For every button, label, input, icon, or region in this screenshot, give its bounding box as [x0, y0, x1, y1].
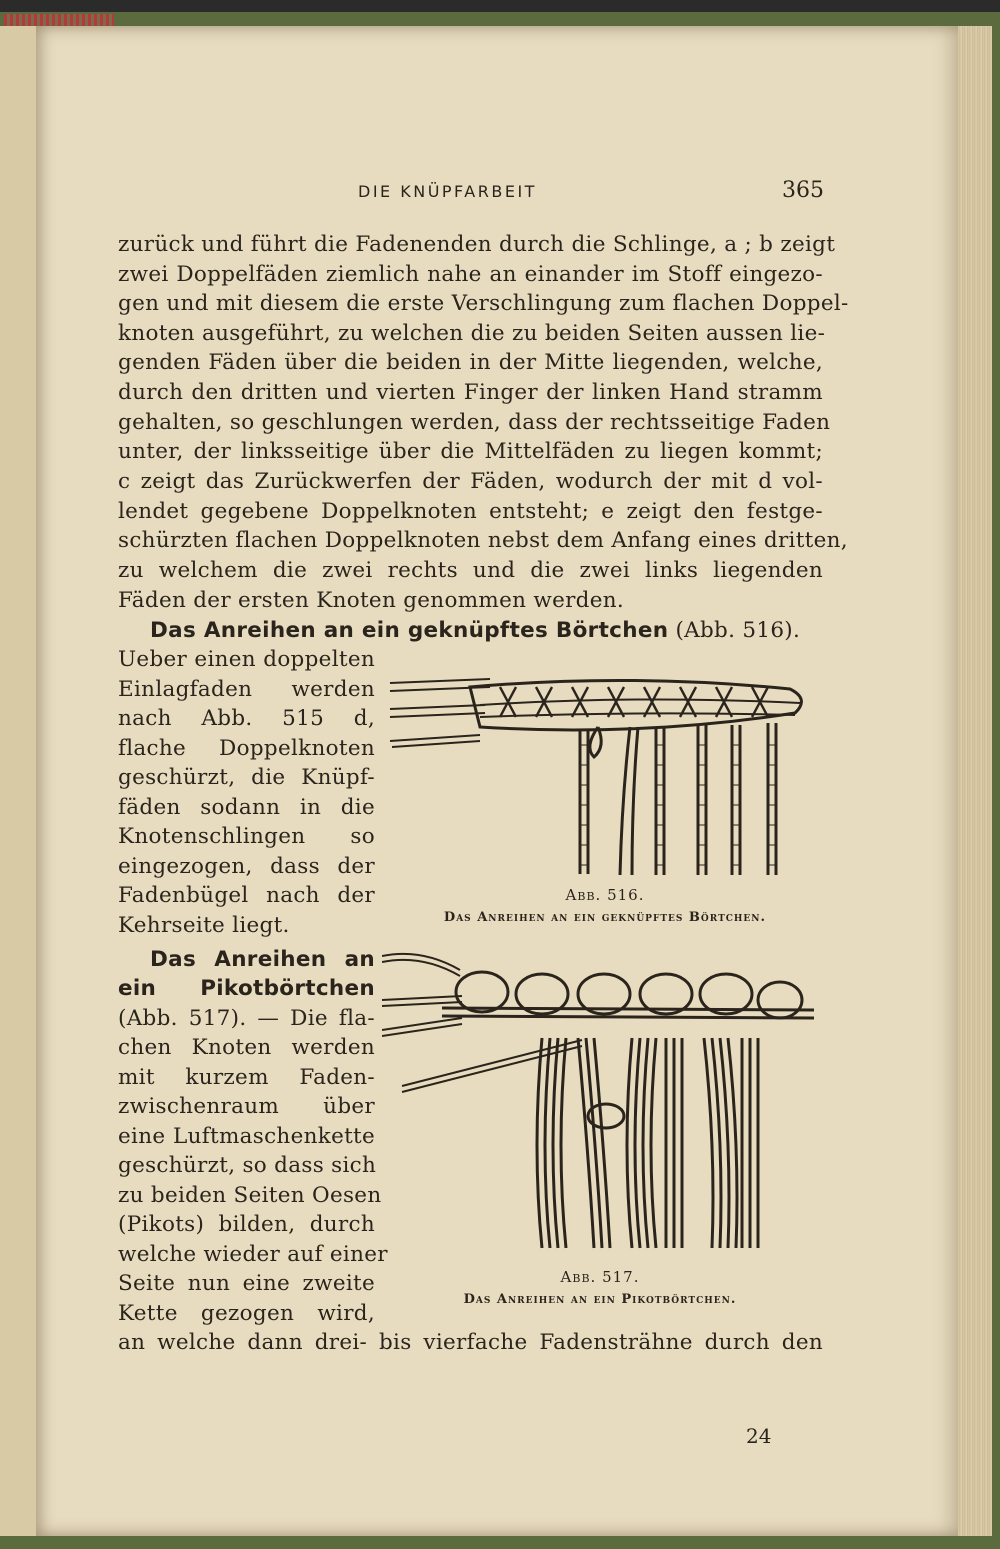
section-heading-2: Das Anreihen an	[150, 947, 375, 972]
text-line: fäden sodann in die	[118, 795, 375, 820]
signature-mark: 24	[746, 1424, 772, 1448]
text-line: c zeigt das Zurückwerfen der Fäden, wodurch der mit d vol-	[118, 469, 823, 494]
text-line: zwei Doppelfäden ziemlich nahe an einander im Stoff eingezo-	[118, 262, 823, 287]
text-line: genden Fäden über die beiden in der Mitte liegenden, welche,	[118, 350, 823, 375]
text-line: geschürzt, so dass sich	[118, 1153, 377, 1178]
text-line: eingezogen, dass der	[118, 854, 375, 879]
text-line: (Pikots) bilden, durch	[118, 1212, 375, 1237]
text-line: Einlagfaden werden	[118, 677, 375, 702]
left-page-edge	[0, 26, 40, 1536]
text-line: unter, der linksseitige über die Mittelfäden zu liegen kommt;	[118, 439, 823, 464]
text-line: zu beiden Seiten Oesen	[118, 1183, 382, 1208]
spine-marks	[4, 14, 114, 26]
text-line: knoten ausgeführt, zu welchen die zu beiden Seiten aussen lie-	[118, 321, 826, 346]
figure-517-illustration	[382, 948, 822, 1258]
text-line: Seite nun eine zweite	[118, 1271, 375, 1296]
page-stack-edge	[958, 26, 992, 1536]
text-line: mit kurzem Faden-	[118, 1065, 375, 1090]
text-line: Ueber einen doppelten	[118, 647, 375, 672]
figure-516-caption: Das Anreihen an ein geknüpftes Börtchen.	[443, 910, 767, 925]
text-line: chen Knoten werden	[118, 1035, 375, 1060]
figure-517-caption: Das Anreihen an ein Pikotbörtchen.	[463, 1292, 737, 1307]
text-line: durch den dritten und vierten Finger der linken Hand stramm	[118, 380, 823, 405]
text-line: lendet gegebene Doppelknoten entsteht; e zeigt den festge-	[118, 499, 823, 524]
text-line: zu welchem die zwei rechts und die zwei links liegenden	[118, 558, 823, 583]
text-line: geschürzt, die Knüpf-	[118, 765, 375, 790]
text-line: Kette gezogen wird,	[118, 1301, 375, 1326]
text-line: Knotenschlingen so	[118, 824, 375, 849]
text-line: (Abb. 517). — Die fla-	[118, 1006, 375, 1031]
text-line: gen und mit diesem die erste Verschlingung zum flachen Doppel-	[118, 291, 849, 316]
text-line: Fadenbügel nach der	[118, 883, 375, 908]
text-line: zurück und führt die Fadenenden durch die Schlinge, a ; b zeigt	[118, 232, 836, 257]
text-line: Kehrseite liegt.	[118, 913, 290, 938]
section-heading-1	[150, 616, 800, 646]
text-line: nach Abb. 515 d,	[118, 706, 375, 731]
heading-text: Das Anreihen an ein geknüpftes Börtchen	[150, 618, 669, 643]
running-head: DIE KNÜPFARBEIT	[358, 182, 537, 201]
text-line: schürzten flachen Doppelknoten nebst dem Anfang eines dritten,	[118, 528, 848, 553]
figure-516-illustration	[390, 665, 820, 880]
heading-ref: (Abb. 516).	[675, 618, 801, 643]
text-line: eine Luftmaschenkette	[118, 1124, 375, 1149]
text-line: zwischenraum über	[118, 1094, 375, 1119]
text-line: Fäden der ersten Knoten genommen werden.	[118, 588, 625, 613]
figure-517-number: Abb. 517.	[560, 1268, 640, 1286]
section-heading-2-cont: ein Pikotbörtchen	[118, 976, 375, 1001]
text-line: an welche dann drei- bis vierfache Fadensträhne durch den	[118, 1330, 823, 1355]
text-line: gehalten, so geschlungen werden, dass der rechtsseitige Faden	[118, 410, 831, 435]
text-line: welche wieder auf einer	[118, 1242, 388, 1267]
text-line: flache Doppelknoten	[118, 736, 375, 761]
page-number: 365	[782, 178, 824, 203]
figure-516-number: Abb. 516.	[565, 886, 645, 904]
